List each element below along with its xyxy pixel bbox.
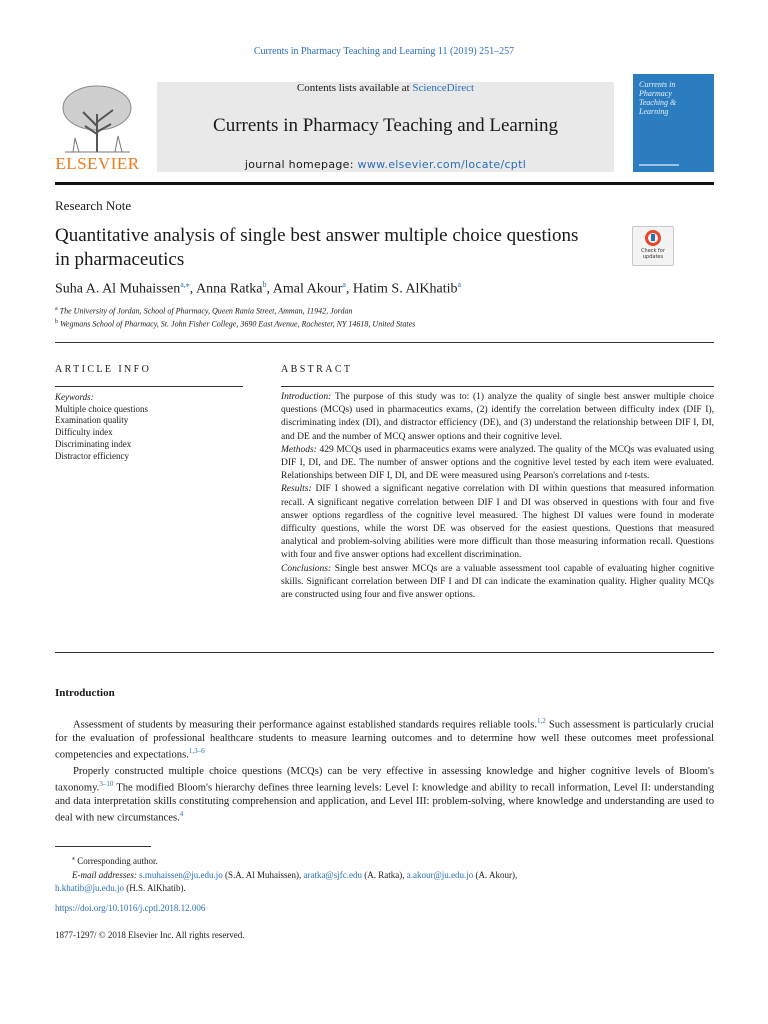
article-type: Research Note bbox=[55, 198, 132, 213]
keywords-label: Keywords: bbox=[55, 392, 94, 402]
check-updates-icon bbox=[645, 230, 661, 246]
check-updates-label: Check for updates bbox=[641, 248, 665, 260]
keyword-item: Multiple choice questions bbox=[55, 403, 148, 414]
copyright-notice: 1877-1297/ © 2018 Elsevier Inc. All rights reserved. bbox=[55, 930, 245, 940]
introduction-heading: Introduction bbox=[55, 687, 115, 699]
journal-homepage: journal homepage: www.elsevier.com/locate/cptl bbox=[244, 158, 527, 171]
author-name: Anna Ratka bbox=[196, 281, 263, 297]
header-rule bbox=[55, 182, 714, 185]
keyword-item: Difficulty index bbox=[55, 427, 113, 438]
doi-link[interactable]: https://doi.org/10.1016/j.cptl.2018.12.006 bbox=[55, 903, 206, 913]
abstract-text bbox=[281, 391, 714, 602]
citation-link[interactable]: 1,2 bbox=[537, 717, 546, 725]
abstract-label: ABSTRACT bbox=[281, 364, 353, 375]
email-addresses-continued: h.khatib@ju.edu.jo (H.S. AlKhatib). bbox=[55, 883, 186, 893]
sciencedirect-link[interactable]: ScienceDirect bbox=[412, 82, 475, 94]
running-head[interactable]: Currents in Pharmacy Teaching and Learning 11 (2019) 251–257 bbox=[253, 46, 515, 57]
affiliation: $^b$ Wegmans School of Pharmacy, St. John Fisher College, 3690 East Avenue, Rochester, NY 14618, United States bbox=[55, 319, 416, 329]
corresponding-author-note: ⁎ Corresponding author. bbox=[72, 856, 158, 866]
abstract-rule bbox=[281, 386, 714, 387]
keyword-item: Discriminating index bbox=[55, 438, 132, 449]
email-link[interactable]: aratka@sjfc.edu bbox=[303, 869, 362, 880]
doi-link-container bbox=[55, 903, 205, 913]
author-affiliation-link[interactable]: a bbox=[342, 280, 346, 289]
keyword-item: Examination quality bbox=[55, 415, 129, 426]
footnote-rule bbox=[55, 846, 151, 847]
abstract-introduction: Introduction: The purpose of this study was to: (1) analyze the quality of single best answer multiple choice questions (MCQs) used in pharmaceutics exams, (2) identify the correlation between difficulty index (DIF I), discriminating index (DI), and distractor efficiency (DE), and (3) understand the relationship between DIF I, DI, and DE and the number of MCQ answer options and their cognitive level. bbox=[281, 392, 714, 442]
elsevier-logo[interactable] bbox=[55, 82, 140, 174]
cover-decoration bbox=[639, 164, 679, 166]
abstract-methods: Methods: 429 MCQs used in pharmaceutics exams were analyzed. The quality of the MCQs was evaluated using DIF I, DI, and DE. The number of answer options and the cognitive level tested by each item were evaluated. Relationships between DIF I, DI, and DE were measured using Pearson's correlations and t-tests. bbox=[281, 444, 714, 482]
article-info-rule bbox=[55, 386, 243, 387]
author-affiliation-link[interactable]: a bbox=[457, 280, 462, 289]
journal-cover[interactable] bbox=[633, 74, 714, 172]
footnotes bbox=[55, 853, 714, 896]
abstract-results: Results: DIF I showed a significant negative correlation with DI within questions that measured information recall. A significant negative correlation between DIF I and DI was observed in questions with four and five answer options regardless of the cognitive level measured. The highest DI values were found in moderate difficulty questions, while the worst DE was observed for the easiest questions. Questions that measured analytical and problem-solving abilities were more difficult than those measuring information recall. Questions with four and five answer options had excellent discrimination. bbox=[281, 484, 714, 561]
author-name: Hatim S. AlKhatib bbox=[352, 281, 458, 297]
affiliation: $^a$ The University of Jordan, School of Pharmacy, Queen Rania Street, Amman, 11942, Jordan bbox=[55, 306, 353, 316]
author-name: Amal Akour bbox=[272, 281, 343, 297]
author-list: Suha A. Al Muhaissen$^{a,⁎}$, Anna Ratka$^b$, Amal Akour$^a$, Hatim S. AlKhatib$^a$ bbox=[55, 280, 462, 297]
keywords-list bbox=[55, 392, 148, 462]
homepage-link[interactable]: www.elsevier.com/locate/cptl bbox=[357, 158, 527, 171]
email-link[interactable]: s.muhaissen@ju.edu.jo bbox=[139, 869, 223, 880]
citation-link[interactable]: 4 bbox=[179, 810, 184, 819]
author-name: Suha A. Al Muhaissen bbox=[55, 281, 181, 297]
author-affiliation-link[interactable]: b bbox=[262, 280, 267, 289]
email-link[interactable]: a.akour@ju.edu.jo bbox=[406, 869, 474, 880]
email-link[interactable]: h.khatib@ju.edu.jo bbox=[55, 883, 125, 893]
journal-title: Currents in Pharmacy Teaching and Learning bbox=[213, 115, 558, 136]
cover-title: Currents in Pharmacy Teaching & Learning bbox=[639, 80, 677, 116]
check-for-updates-button[interactable] bbox=[632, 226, 674, 266]
citation-link[interactable]: 1,3–6 bbox=[188, 746, 205, 755]
paragraph: Assessment of students by measuring their performance against established standards requires reliable tools.$^{1,2}$ Such assessment is particularly crucial for the evaluation of professional healthcare students to measure learning outcomes and to determine how well these outcomes meet professional competencies and expectations.$^{1,3-6}$ bbox=[55, 717, 714, 761]
elsevier-tree-icon bbox=[55, 82, 140, 154]
author-affiliation-link[interactable]: a,⁎ bbox=[180, 280, 190, 289]
elsevier-wordmark: ELSEVIER bbox=[55, 154, 140, 173]
article-info-label: ARTICLE INFO bbox=[55, 364, 152, 375]
keyword-item: Distractor efficiency bbox=[55, 450, 130, 461]
paragraph: Properly constructed multiple choice questions (MCQs) can be very effective in assessing knowledge and higher cognitive levels of Bloom's taxonomy.$^{3-10}$ The modified Bloom's hierarchy defines three learning levels: Level I: knowledge and ability to recall information, Level II: understanding and data interpretation skills constituting comprehension and application, and Level III: problem-solving, where knowledge and understanding are used to deal with new circumstances.$^4$ bbox=[55, 766, 714, 824]
citation-link[interactable]: 3–10 bbox=[99, 780, 114, 789]
email-addresses: E-mail addresses: s.muhaissen@ju.edu.jo (S.A. Al Muhaissen), aratka@sjfc.edu (A. Ratka), a.akour@ju.edu.jo (A. Akour), bbox=[72, 869, 518, 880]
section-divider bbox=[55, 342, 714, 343]
contents-line: Contents lists available at ScienceDirect bbox=[296, 82, 475, 94]
abstract-conclusions: Conclusions: Single best answer MCQs are a valuable assessment tool capable of evaluating higher cognitive skills. Significant correlation between DIF I and DI can indicate the examination quality. Higher quality MCQs are constructed using four and five answer options. bbox=[281, 563, 714, 601]
section-divider bbox=[55, 652, 714, 653]
article-title: Quantitative analysis of single best answer multiple choice questions in pharmaceutics bbox=[55, 225, 579, 270]
introduction-body bbox=[55, 715, 714, 825]
